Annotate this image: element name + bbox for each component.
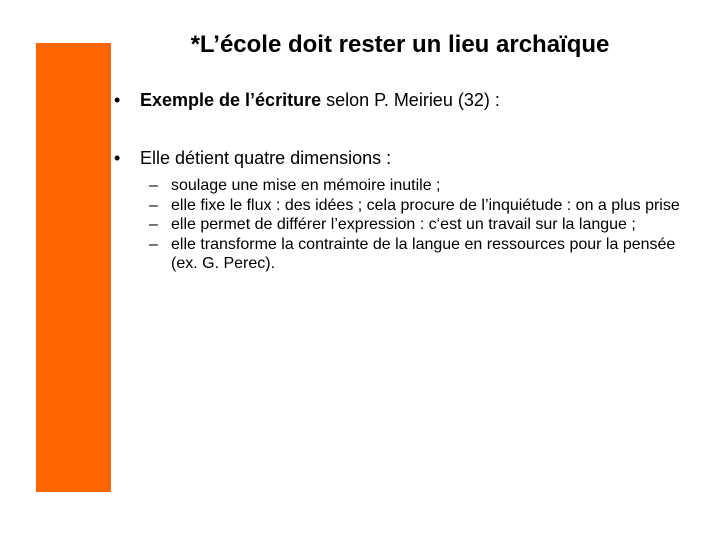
sub-item-text: elle permet de différer l’expression : c‘est un travail sur la langue ; <box>171 216 636 233</box>
sub-item-text: soulage une mise en mémoire inutile ; <box>171 177 441 194</box>
orange-accent-bar <box>36 43 111 492</box>
sub-list-item <box>149 235 701 274</box>
bullet-icon: • <box>114 90 121 110</box>
sub-list-item <box>149 176 701 196</box>
slide-title: *L’école doit rester un lieu archaïque <box>190 31 610 58</box>
bullet-item-dimensions <box>114 147 391 169</box>
sub-item-text: elle fixe le flux : des idées ; cela procure de l’inquiétude : on a plus prise <box>171 196 680 214</box>
bullet-icon: • <box>114 148 121 168</box>
dash-icon: – <box>149 216 158 233</box>
sub-list-item <box>149 215 701 235</box>
bullet-text: Elle détient quatre dimensions : <box>140 148 392 168</box>
dimensions-sub-list <box>149 176 701 274</box>
bullet-bold-text: Exemple de l’écriture <box>140 90 322 110</box>
sub-list-item <box>149 196 701 216</box>
dash-icon: – <box>149 177 158 194</box>
bullet-normal-text: selon P. Meirieu (32) : <box>321 90 500 110</box>
dash-icon: – <box>149 235 158 253</box>
sub-item-text: elle transforme la contrainte de la langue en ressources pour la pensée (ex. G. Perec). <box>171 235 676 272</box>
dash-icon: – <box>149 196 158 214</box>
bullet-item-example <box>114 89 500 111</box>
